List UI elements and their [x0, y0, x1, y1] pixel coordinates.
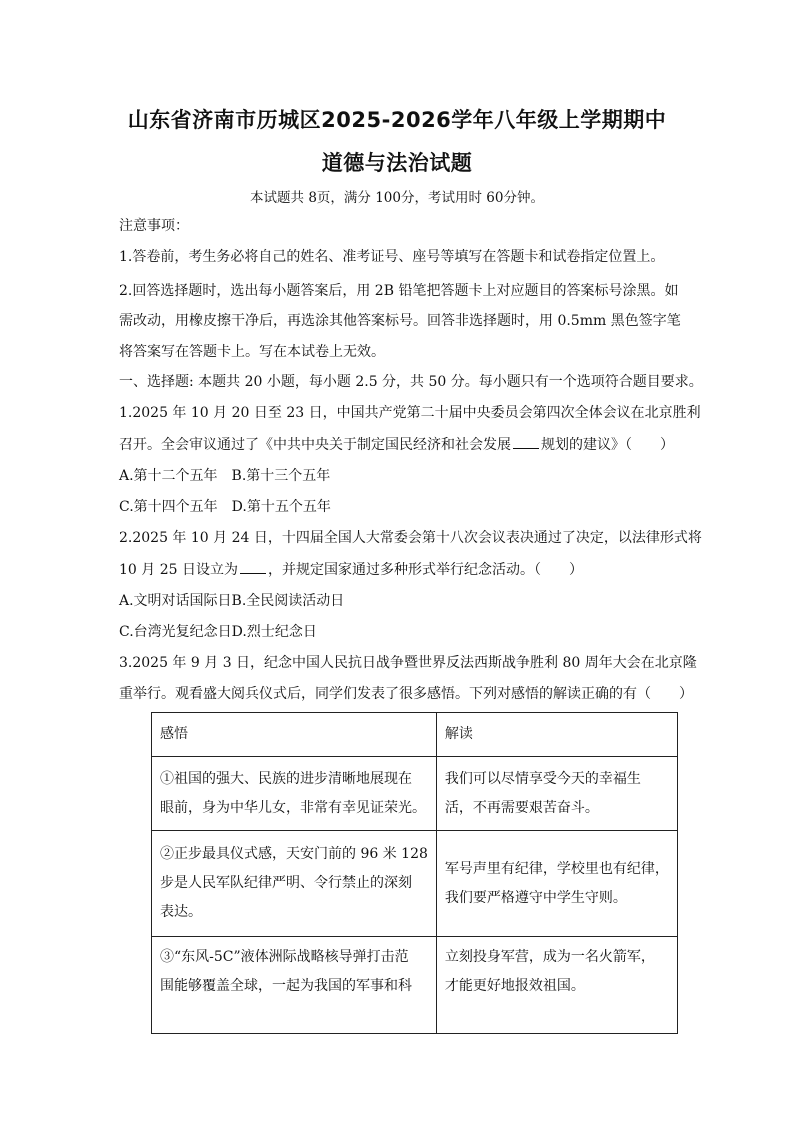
note-item-2-line-1: 2.回答选择题时，选出每小题答案后，用 2B 铅笔把答题卡上对应题目的答案标号涂黑。如 [119, 283, 679, 299]
question-2-options-ab: A.文明对话国际日B.全民阅读活动日 [119, 593, 345, 609]
question-2-stem-after-blank: ，并规定国家通过多种形式举行纪念活动。（ ） [267, 562, 583, 578]
question-3-table [151, 712, 678, 1034]
notes-heading: 注意事项： [119, 218, 189, 234]
table-row [152, 831, 678, 937]
table-cell-interpretation [436, 937, 677, 1034]
section-heading: 一、选择题: 本题共 20 小题，每小题 2.5 分，共 50 分。每小题只有一个选项符合题目要求。 [119, 374, 703, 390]
table-row [152, 757, 678, 831]
table-cell-interpretation [436, 831, 677, 937]
cell-text-line: 军号声里有纪律，学校里也有纪律， [444, 860, 669, 877]
question-1-stem-after-blank: 规划的建议》（ ） [541, 437, 674, 453]
cell-text-line: 立刻投身军营，成为一名火箭军， [444, 949, 655, 965]
question-1-options-cd: C.第十四个五年 D.第十五个五年 [119, 499, 331, 515]
question-2-stem-line-2 [119, 559, 679, 580]
cell-text-line: 我们可以尽情享受今天的幸福生 [444, 770, 641, 787]
cell-text-line: 表达。 [160, 904, 202, 920]
table-cell-insight [152, 757, 437, 831]
table-row [152, 937, 678, 1034]
question-1-stem-line-1: 1.2025 年 10 月 20 日至 23 日，中国共产党第二十届中央委员会第四次全体会议在北京胜利 [119, 405, 701, 421]
answer-blank [513, 434, 539, 449]
answer-blank [240, 559, 266, 574]
cell-text-line: 眼前，身为中华儿女，非常有幸见证荣光。 [160, 799, 426, 816]
cell-text-line: 围能够覆盖全球，一起为我国的军事和科 [160, 978, 412, 994]
question-1-stem-before-blank: 召开。全会审议通过了《中共中央关于制定国民经济和社会发展 [119, 437, 511, 453]
question-2-options-cd: C.台湾光复纪念日D.烈士纪念日 [119, 624, 317, 640]
table-cell-insight [152, 831, 437, 937]
table-cell-insight [152, 937, 437, 1034]
exam-title: 山东省济南市历城区2025-2026学年八年级上学期期中 [127, 108, 667, 132]
cell-text-line: ①祖国的强大、民族的进步清晰地展现在 [160, 770, 412, 787]
question-1-stem-line-2 [119, 434, 679, 455]
note-item-1: 1.答卷前，考生务必将自己的姓名、准考证号、座号等填写在答题卡和试卷指定位置上。 [119, 249, 665, 265]
exam-info: 本试题共 8页，满分 100分，考试用时 60分钟。 [250, 190, 544, 206]
cell-text-line: 才能更好地报效祖国。 [444, 978, 585, 994]
question-3-stem-line-1: 3.2025 年 9 月 3 日，纪念中国人民抗日战争暨世界反法西斯战争胜利 80 周年大会在北京隆 [119, 655, 697, 671]
note-item-2-line-2: 需改动，用橡皮擦干净后，再选涂其他答案标号。回答非选择题时，用 0.5mm 黑色签字笔 [119, 313, 681, 329]
table-header-row [152, 713, 678, 757]
table-header-cell: 感悟 [152, 713, 437, 757]
question-1-options-ab: A.第十二个五年 B.第十三个五年 [119, 468, 331, 484]
question-2-stem-line-1: 2.2025 年 10 月 24 日，十四届全国人大常委会第十八次会议表决通过了决定，以法律形式将 [119, 530, 702, 546]
table-cell-interpretation [436, 757, 677, 831]
exam-subject-title: 道德与法治试题 [321, 151, 473, 175]
cell-text-line: 我们要严格遵守中学生守则。 [444, 889, 627, 906]
cell-text-line: ③“东风-5C”液体洲际战略核导弹打击范 [160, 949, 409, 965]
cell-text-line: ②正步最具仪式感，天安门前的 96 米 128 [160, 846, 428, 862]
question-3-stem-line-2: 重举行。观看盛大阅兵仪式后，同学们发表了很多感悟。下列对感悟的解读正确的有（ ） [119, 686, 693, 702]
note-item-2-line-3: 将答案写在答题卡上。写在本试卷上无效。 [119, 344, 385, 360]
table-header-cell: 解读 [436, 713, 677, 757]
cell-text-line: 活，不再需要艰苦奋斗。 [444, 799, 599, 816]
cell-text-line: 步是人民军队纪律严明、令行禁止的深刻 [160, 875, 412, 891]
question-2-stem-before-blank: 10 月 25 日设立为 [119, 562, 238, 578]
